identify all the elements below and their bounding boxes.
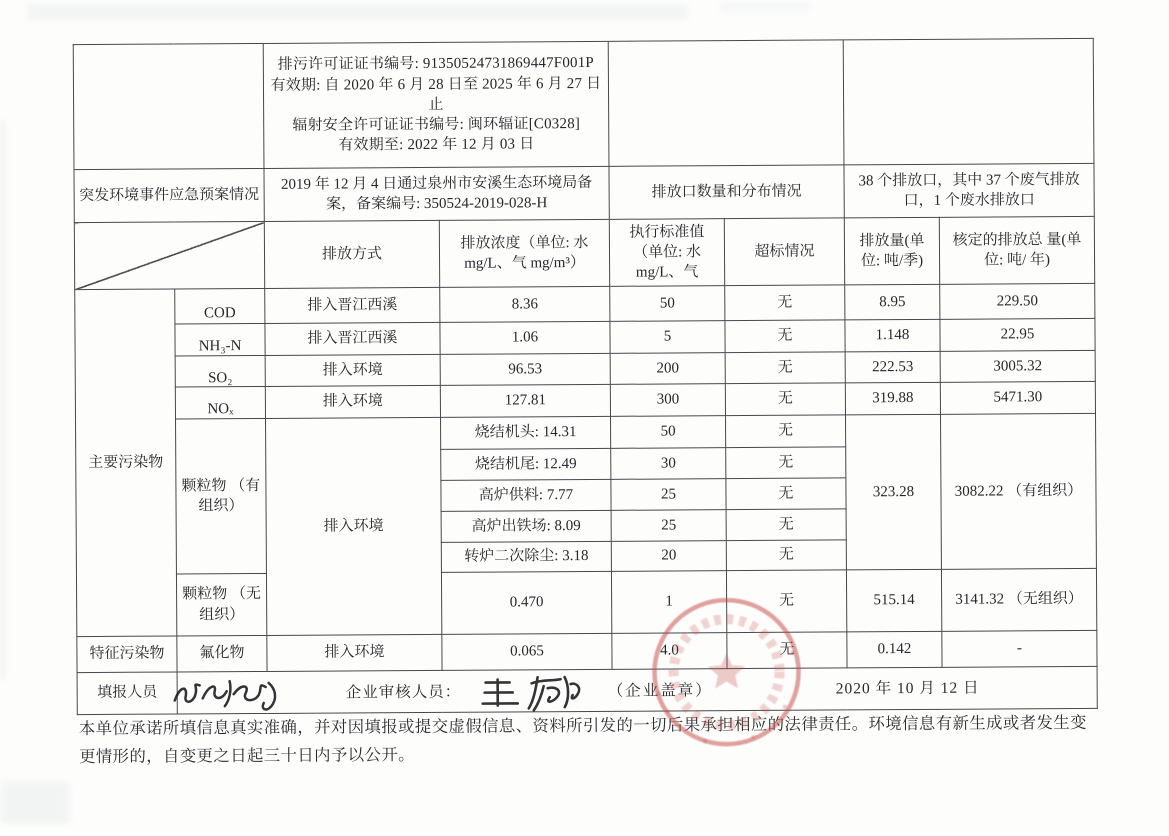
empty-cell [73, 43, 264, 169]
amount-cell: 323.28 [846, 414, 942, 570]
disclosure-table [73, 38, 1098, 715]
approved-total-cell: 3141.32 （无组织） [941, 568, 1096, 631]
pollutant-name-cell [175, 288, 265, 324]
particulate-unorganized-label: 颗粒物 （无组织） [176, 573, 266, 636]
amount-cell: 515.14 [846, 569, 941, 632]
standard-cell: 300 [610, 384, 725, 417]
approved-total-cell: 3005.32 [940, 350, 1095, 382]
pollutant-name-cell [175, 386, 265, 419]
exceedance-cell: 无 [726, 478, 846, 510]
discharge-mode-cell: 排入环境 [265, 385, 440, 418]
amount-cell: 222.53 [845, 351, 940, 383]
approved-total-cell: 3082.22 （有组织） [941, 413, 1097, 569]
header-exceedance: 超标情况 [724, 218, 844, 286]
standard-cell: 25 [611, 510, 726, 542]
amount-cell: 319.88 [845, 382, 940, 415]
discharge-mode-cell: 排入环境 [267, 634, 442, 671]
main-pollutants-group-label: 主要污染物 [75, 289, 177, 637]
exceedance-cell: 无 [726, 540, 846, 571]
concentration-cell: 0.470 [441, 571, 611, 634]
discharge-mode-cell: 排入晋江西溪 [265, 287, 440, 323]
pollutant-name-cell [175, 323, 265, 356]
reviewer-label: 企业审核人员： [345, 683, 462, 702]
empty-cell [608, 40, 844, 166]
amount-cell: 0.142 [847, 631, 942, 668]
approved-total-cell: 229.50 [940, 283, 1095, 319]
header-amount: 排放量(单 位: 吨/季) [844, 217, 939, 285]
discharge-mode-cell: 排入环境 [265, 354, 440, 386]
exceedance-cell: 无 [725, 320, 845, 353]
concentration-cell: 127.81 [440, 384, 610, 417]
standard-cell: 20 [611, 541, 726, 572]
particulate-organized-label: 颗粒物 （有组织） [176, 418, 267, 574]
exceedance-cell: 无 [726, 509, 846, 541]
exceedance-cell: 无 [726, 447, 846, 479]
empty-cell [843, 38, 1094, 165]
exceedance-cell: 无 [725, 285, 845, 321]
exceedance-cell: 无 [727, 632, 847, 669]
commitment-note: 本单位承诺所填信息真实准确，并对因填报或提交虚假信息、资料所引发的一切后果承担相应的法律责任。环境信息有新生成或者发生变更情形的，自变更之日起三十日内予以公开。 [78, 712, 1087, 766]
permit-line: 有效期至: 2022 年 12 月 03 日 [338, 136, 535, 154]
standard-cell: 4.0 [612, 633, 727, 670]
approved-total-cell: 22.95 [940, 318, 1095, 351]
outlets-label: 排放口数量和分布情况 [609, 165, 844, 219]
exceedance-cell: 无 [726, 415, 846, 448]
reviewer-signature [478, 668, 593, 717]
emergency-plan-value: 2019 年 12 月 4 日通过泉州市安溪生态环境局备案，备案编号: 350524-2019-028-H [264, 166, 609, 221]
header-approved-total: 核定的排放总 量(单位: 吨/ 年) [939, 216, 1094, 284]
company-seal-hint: （企业盖章） [607, 682, 713, 700]
concentration-cell: 96.53 [440, 353, 610, 385]
pollutant-name-cell: 氟化物 [177, 635, 267, 672]
pollutant-name: SO₂ [208, 370, 233, 387]
discharge-mode-cell: 排入晋江西溪 [265, 322, 440, 355]
standard-cell: 1 [611, 571, 726, 634]
pollutant-name: NH₃-N [198, 338, 242, 355]
concentration-cell: 烧结机头: 14.31 [441, 416, 611, 449]
amount-cell: 8.95 [845, 284, 940, 320]
concentration-cell: 高炉出铁场: 8.09 [441, 510, 611, 542]
concentration-cell: 高炉供料: 7.77 [441, 479, 611, 511]
header-discharge-mode: 排放方式 [264, 220, 439, 288]
concentration-cell: 0.065 [442, 633, 612, 670]
permit-line: 有效期: 自 2020 年 6 月 28 日至 2025 年 6 月 27 日止 [270, 75, 602, 113]
feature-pollutants-group-label: 特征污染物 [77, 636, 177, 673]
report-date: 2020 年 10 月 12 日 [835, 679, 980, 698]
header-concentration: 排放浓度（单位: 水 mg/L、气 mg/m³） [439, 219, 609, 287]
standard-cell: 50 [610, 286, 725, 322]
approved-total-cell: 5471.30 [940, 381, 1095, 414]
pollutant-name: COD [203, 305, 236, 322]
concentration-cell: 转炉二次除尘: 3.18 [441, 541, 611, 572]
approved-total-cell: - [942, 630, 1097, 667]
standard-cell: 200 [610, 353, 725, 385]
concentration-cell: 8.36 [440, 286, 610, 322]
exceedance-cell: 无 [725, 352, 845, 384]
standard-cell: 50 [611, 416, 726, 449]
discharge-mode-cell: 排入环境 [266, 417, 442, 635]
standard-cell: 30 [611, 448, 726, 480]
permit-line: 排污许可证证书编号: 91350524731869447F001P [277, 55, 595, 74]
outlets-value: 38 个排放口，其中 37 个废气排放口，1 个废水排放口 [844, 163, 1094, 218]
permit-info-cell [263, 41, 609, 168]
concentration-cell: 1.06 [440, 321, 610, 354]
standard-cell: 25 [611, 479, 726, 511]
filler-signature [170, 672, 300, 717]
permit-line: 辐射安全许可证证书编号: 闽环辐证[C0328] [292, 116, 581, 134]
pollutant-name-cell [175, 355, 265, 387]
pollutant-name: NOₓ [207, 401, 234, 418]
exceedance-cell: 无 [726, 570, 846, 633]
standard-cell: 5 [610, 321, 725, 354]
diagonal-header-cell [74, 221, 264, 289]
emergency-plan-label: 突发环境事件应急预案情况 [74, 168, 264, 222]
amount-cell: 1.148 [845, 319, 940, 352]
footer-signature-row [177, 666, 1097, 714]
header-standard: 执行标准值 （单位: 水 mg/L、气 [609, 219, 724, 287]
exceedance-cell: 无 [725, 383, 845, 416]
filler-label: 填报人员 [77, 672, 177, 715]
concentration-cell: 烧结机尾: 12.49 [441, 448, 611, 480]
